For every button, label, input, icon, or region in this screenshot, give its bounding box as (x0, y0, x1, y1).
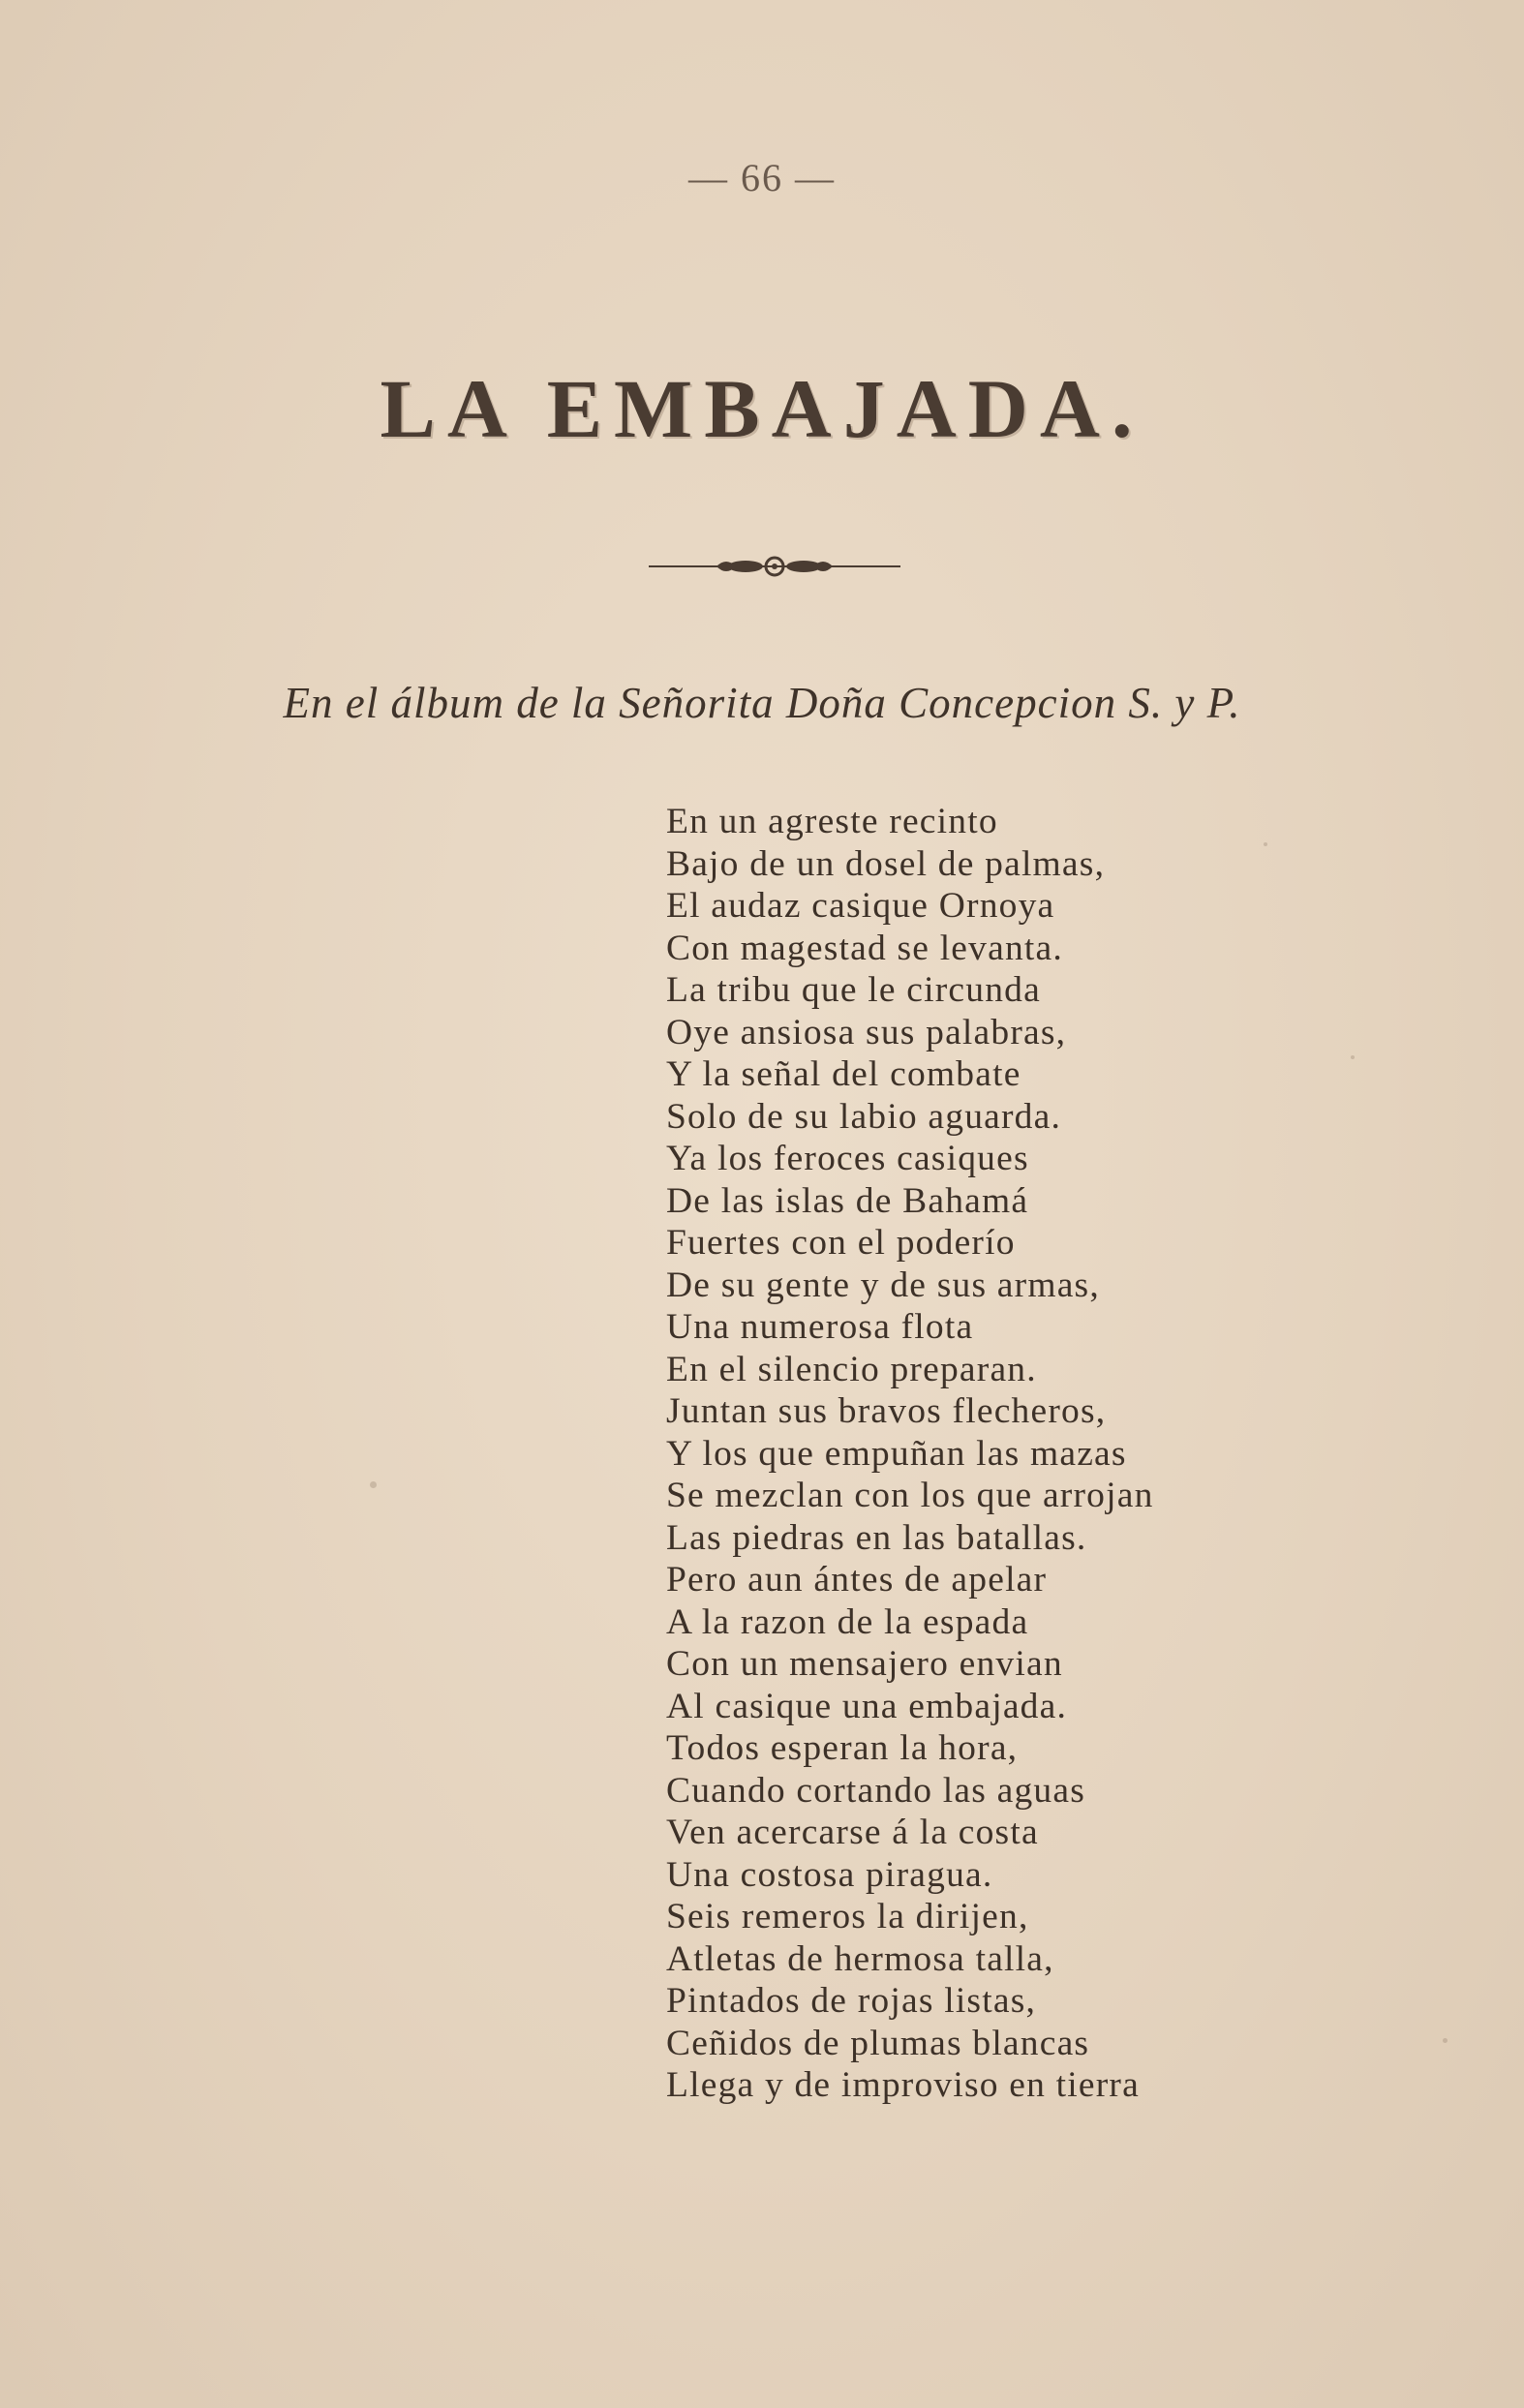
poem-line: Ceñidos de plumas blancas (666, 2023, 1090, 2063)
poem-line: Una costosa piragua. (666, 1854, 993, 1895)
poem-line: Atletas de hermosa talla, (666, 1938, 1054, 1979)
poem-line: Llega y de improviso en tierra (666, 2065, 1140, 2105)
poem-line: La tribu que le circunda (666, 970, 1041, 1010)
poem-line: Cuando cortando las aguas (666, 1770, 1086, 1811)
poem-line: Ya los feroces casiques (666, 1139, 1029, 1178)
poem-line: En un agreste recinto (666, 802, 998, 841)
poem-line: Todos esperan la hora, (666, 1728, 1019, 1768)
poem-line: Solo de su labio aguarda. (666, 1096, 1062, 1137)
poem-line: Pero aun ántes de apelar (666, 1560, 1048, 1600)
poem-line: A la razon de la espada (666, 1601, 1029, 1642)
poem-line: Las piedras en las batallas. (666, 1517, 1087, 1558)
paper-speck (1443, 2038, 1448, 2043)
poem-line: Oye ansiosa sus palabras, (666, 1012, 1067, 1052)
poem-line: Se mezclan con los que arrojan (666, 1476, 1154, 1515)
poem-line: Bajo de un dosel de palmas, (666, 843, 1106, 884)
poem-line: Y los que empuñan las mazas (666, 1433, 1127, 1474)
page-number: — 66 — (688, 156, 836, 199)
poem-line: El audaz casique Ornoya (666, 886, 1055, 926)
poem-line: Ven acercarse á la costa (666, 1813, 1039, 1852)
poem-title: LA EMBAJADA. (380, 362, 1144, 455)
poem-line: Al casique una embajada. (666, 1686, 1068, 1726)
poem-line: Una numerosa flota (666, 1307, 974, 1347)
dedication-line: En el álbum de la Señorita Doña Concepcion S. y P. (283, 679, 1241, 727)
poem-line: En el silencio preparan. (666, 1349, 1037, 1389)
paper-speck (370, 1481, 377, 1488)
poem-line: De su gente y de sus armas, (666, 1265, 1100, 1305)
poem-line: Pintados de rojas listas, (666, 1981, 1037, 2021)
poem-body (666, 801, 1154, 2107)
ornament-divider-icon (649, 542, 900, 591)
poem-line: Juntan sus bravos flecheros, (666, 1391, 1107, 1431)
paper-speck (1264, 842, 1267, 846)
paper-speck (1351, 1055, 1355, 1059)
poem-line: Con un mensajero envian (666, 1644, 1063, 1684)
poem-line: Y la señal del combate (666, 1054, 1021, 1094)
poem-line: Seis remeros la dirijen, (666, 1897, 1029, 1936)
poem-line: De las islas de Bahamá (666, 1180, 1029, 1221)
poem-line: Fuertes con el poderío (666, 1223, 1016, 1263)
poem-line: Con magestad se levanta. (666, 928, 1063, 968)
